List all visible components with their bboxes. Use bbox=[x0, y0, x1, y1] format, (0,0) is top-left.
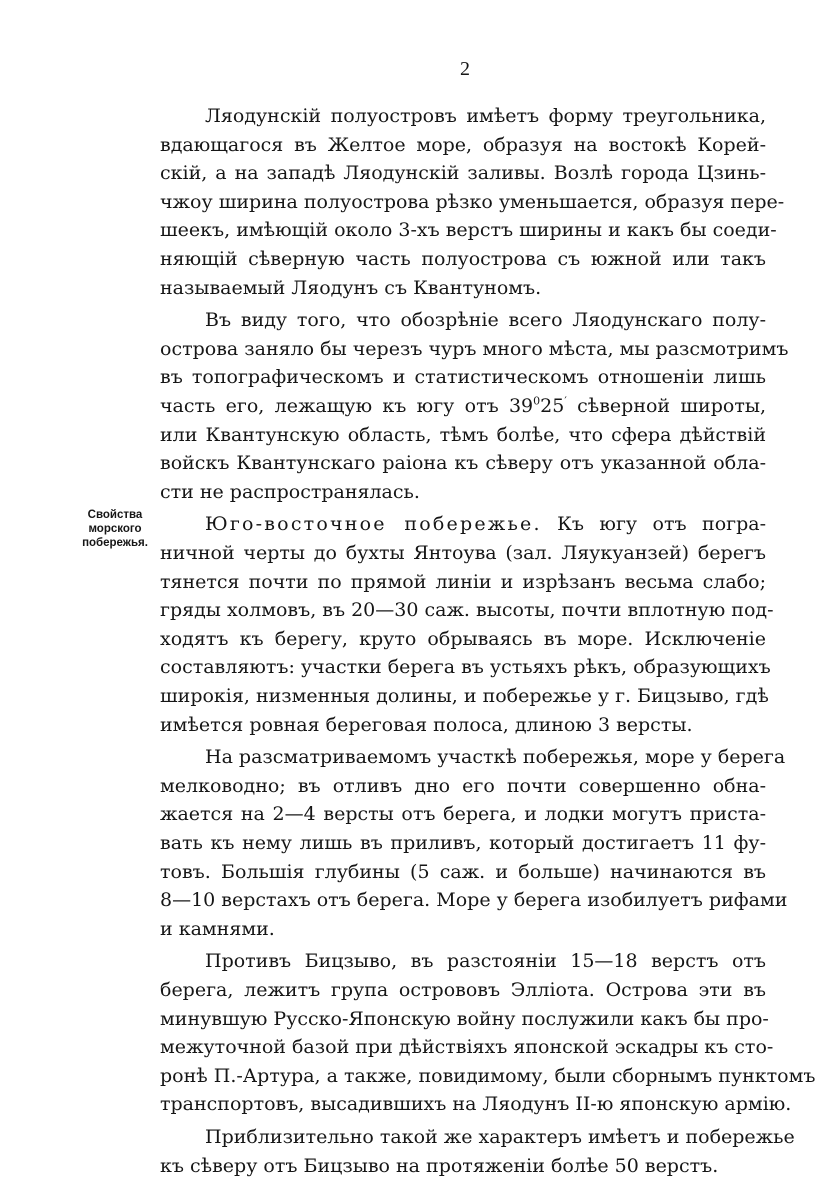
text-line-section-heading bbox=[205, 510, 766, 538]
text-line: сти не распространялась. bbox=[160, 481, 420, 503]
text-line: Ляодунскій полуостровъ имѣетъ форму треугольника, bbox=[205, 105, 766, 127]
text-line: гряды холмовъ, въ 20—30 саж. высоты, почти вплотную под- bbox=[160, 599, 774, 621]
text-line: скій, а на западѣ Ляодунскій заливы. Возлѣ города Цзинь- bbox=[160, 162, 766, 184]
section-heading: Юго-восточное побережье. bbox=[205, 513, 542, 535]
text-line: мелководно; въ отливъ дно его почти совершенно обна- bbox=[160, 775, 766, 797]
minute-mark: ′ bbox=[564, 394, 567, 408]
text-line: транспортовъ, высадившихъ на Ляодунъ II-ю японскую армію. bbox=[160, 1093, 792, 1115]
text-segment: Къ югу отъ погра- bbox=[541, 513, 766, 535]
text-segment: часть его, лежащую къ югу отъ 39 bbox=[160, 395, 534, 417]
page-number: 2 bbox=[460, 58, 470, 80]
text-line: къ сѣверу отъ Бицзыво на протяженіи болѣе 50 верстъ. bbox=[160, 1155, 719, 1177]
text-line: острова заняло бы черезъ чуръ много мѣста, мы разсмотримъ bbox=[160, 338, 789, 360]
text-line: тянется почти по прямой линіи и изрѣзанъ весьма слабо; bbox=[160, 571, 766, 593]
margin-note-line: Свойства bbox=[87, 509, 143, 521]
text-line: минувшую Русско-Японскую войну послужили какъ бы про- bbox=[160, 1008, 769, 1030]
text-line: ничной черты до бухты Янтоува (зал. Ляукуанзей) берегъ bbox=[160, 542, 766, 564]
text-line: чжоу ширина полуострова рѣзко уменьшается, образуя пере- bbox=[160, 191, 785, 213]
text-line: ронѣ П.-Артура, а также, повидимому, были сборнымъ пунктомъ bbox=[160, 1065, 816, 1087]
text-segment: 25 bbox=[540, 395, 565, 417]
text-line: вать къ нему лишь въ приливъ, который достигаетъ 11 фу- bbox=[160, 832, 766, 854]
text-line: Противъ Бицзыво, въ разстояніи 15—18 верстъ отъ bbox=[205, 950, 766, 972]
text-line: Приблизительно такой же характеръ имѣетъ и побережье bbox=[205, 1126, 795, 1148]
text-segment: сѣверной широты, bbox=[566, 395, 766, 417]
margin-note-line: побережья. bbox=[82, 537, 148, 549]
text-line: въ топографическомъ и статистическомъ отношеніи лишь bbox=[160, 366, 766, 388]
margin-note bbox=[70, 508, 160, 550]
text-line: и камнями. bbox=[160, 918, 275, 940]
text-line: межуточной базой при дѣйствіяхъ японской эскадры къ сто- bbox=[160, 1036, 774, 1058]
text-line: ходятъ къ берегу, круто обрываясь въ море. Исключеніе bbox=[160, 628, 766, 650]
text-line: жается на 2—4 версты отъ берега, и лодки могутъ приста- bbox=[160, 803, 766, 825]
text-line-latitude bbox=[160, 392, 766, 420]
text-line: войскъ Квантунскаго раіона къ сѣверу отъ указанной обла- bbox=[160, 452, 766, 474]
text-line: составляютъ: участки берега въ устьяхъ рѣкъ, образующихъ bbox=[160, 656, 771, 678]
text-line: няющій сѣверную часть полуострова съ южной или такъ bbox=[160, 248, 766, 270]
text-line: широкія, низменныя долины, и побережье у г. Бицзыво, гдѣ bbox=[160, 685, 769, 707]
text-line: Въ виду того, что обозрѣніе всего Ляодунскаго полу- bbox=[205, 309, 766, 331]
text-line: берега, лежитъ група острововъ Эллiота. Острова эти въ bbox=[160, 979, 766, 1001]
text-line: На разсматриваемомъ участкѣ побережья, море у берега bbox=[205, 746, 786, 768]
degree-superscript: 0 bbox=[533, 394, 541, 408]
text-line: или Квантунскую область, тѣмъ болѣе, что сфера дѣйствій bbox=[160, 424, 766, 446]
text-line: вдающагося въ Желтое море, образуя на востокѣ Корей- bbox=[160, 134, 766, 156]
text-line: 8—10 верстахъ отъ берега. Море у берега изобилуетъ рифами bbox=[160, 889, 788, 911]
text-line: шеекъ, имѣющій около 3-хъ верстъ ширины и какъ бы соеди- bbox=[160, 219, 777, 241]
margin-note-line: морского bbox=[88, 523, 142, 535]
text-line: имѣется ровная береговая полоса, длиною 3 версты. bbox=[160, 714, 693, 736]
text-line: называемый Ляодунъ съ Квантуномъ. bbox=[160, 277, 542, 299]
text-line: товъ. Большія глубины (5 саж. и больше) начинаются въ bbox=[160, 861, 766, 883]
